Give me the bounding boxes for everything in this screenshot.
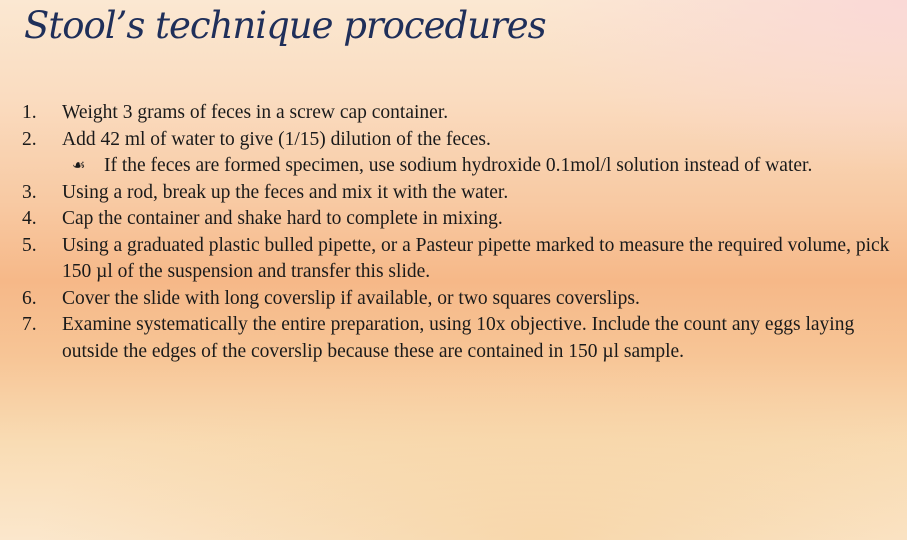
- step-text: Weight 3 grams of feces in a screw cap container.: [62, 102, 449, 123]
- sub-bullet-item: [72, 153, 892, 180]
- step-number: 7.: [22, 314, 37, 335]
- step-number: 1.: [22, 102, 37, 123]
- step-number: 4.: [22, 208, 37, 229]
- list-item: [22, 233, 892, 286]
- sub-bullet-text: If the feces are formed specimen, use sodium hydroxide 0.1mol/l solution instead of water.: [104, 155, 813, 176]
- list-item: [22, 286, 892, 313]
- slide-title: Stool’s technique procedures: [24, 4, 546, 47]
- list-item: [22, 206, 892, 233]
- step-text: Using a graduated plastic bulled pipette, or a Pasteur pipette marked to measure the required volume, pick 150 µl of the suspension and transfer this slide.: [62, 234, 890, 282]
- step-body: [62, 127, 892, 180]
- procedure-list: [22, 100, 892, 365]
- step-number: 5.: [22, 234, 37, 256]
- step-text: Using a rod, break up the feces and mix it with the water.: [62, 181, 509, 203]
- step-number: 6.: [22, 287, 37, 309]
- step-text: Add 42 ml of water to give (1/15) dilution of the feces.: [62, 128, 491, 150]
- list-item: [22, 127, 892, 180]
- list-item: [22, 100, 892, 127]
- step-text: Examine systematically the entire preparation, using 10x objective. Include the count any eggs laying outside the edges of the coverslip because these are contained in 150 µl sample.: [62, 314, 855, 362]
- list-item: [22, 312, 892, 365]
- step-number: 2.: [22, 128, 37, 150]
- fleuron-bullet-icon: ☙: [72, 158, 86, 174]
- step-text: Cap the container and shake hard to complete in mixing.: [62, 208, 503, 229]
- step-text: Cover the slide with long coverslip if available, or two squares coverslips.: [62, 287, 640, 309]
- list-item: [22, 180, 892, 207]
- step-number: 3.: [22, 181, 37, 203]
